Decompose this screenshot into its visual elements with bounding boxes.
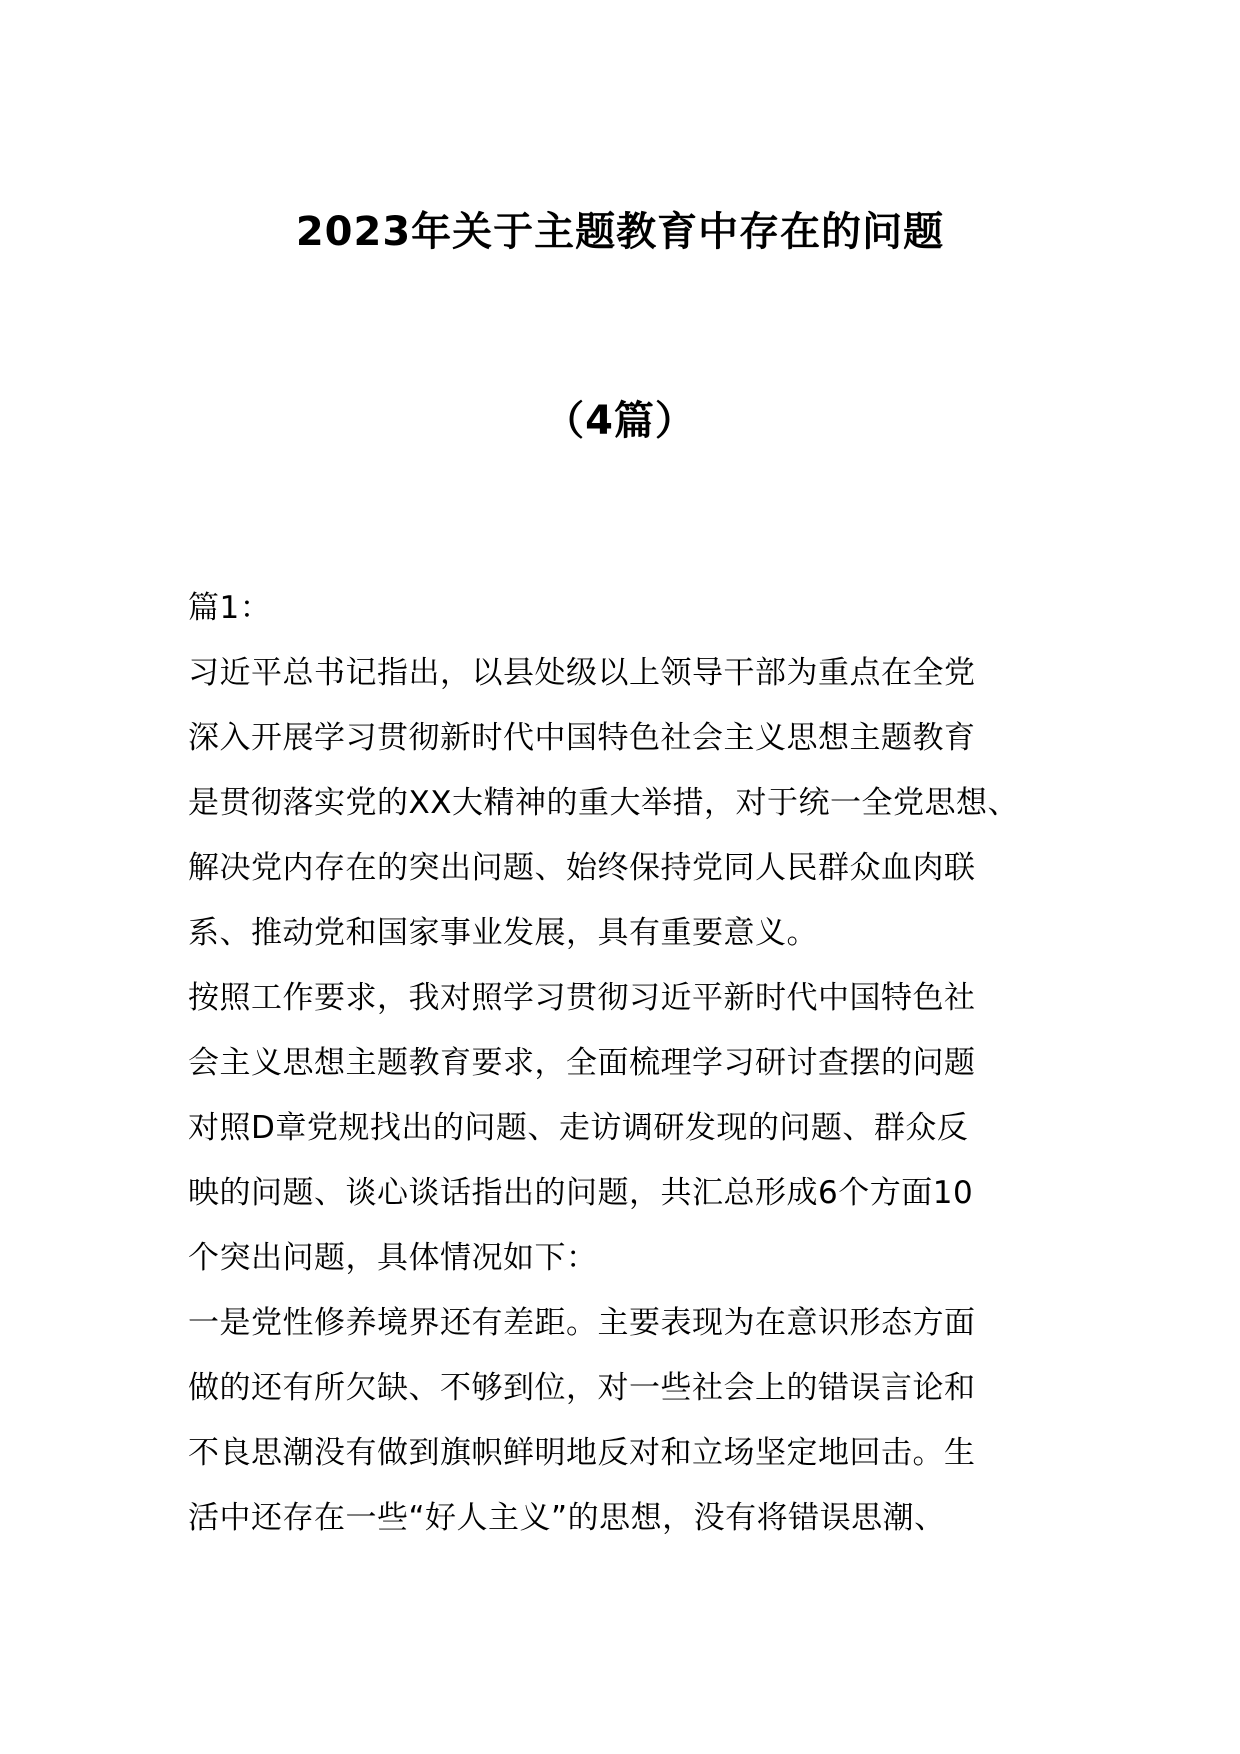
text-line: 习近平总书记指出，以县处级以上领导干部为重点在全党 bbox=[188, 655, 976, 691]
text-line: 一是党性修养境界还有差距。主要表现为在意识形态方面 bbox=[188, 1305, 976, 1341]
text-line: 深入开展学习贯彻新时代中国特色社会主义思想主题教育 bbox=[188, 720, 976, 756]
text-line: 系、推动党和国家事业发展，具有重要意义。 bbox=[188, 915, 818, 951]
text-line: 个突出问题，具体情况如下： bbox=[188, 1240, 598, 1276]
text-line: 不良思潮没有做到旗帜鲜明地反对和立场坚定地回击。生 bbox=[188, 1435, 976, 1471]
text-line: 解决党内存在的突出问题、始终保持党同人民群众血肉联 bbox=[188, 850, 976, 886]
text-line: 对照D章党规找出的问题、走访调研发现的问题、群众反 bbox=[188, 1110, 969, 1146]
document-body bbox=[188, 576, 1068, 1551]
text-line: 做的还有所欠缺、不够到位，对一些社会上的错误言论和 bbox=[188, 1370, 976, 1406]
text-line: 映的问题、谈心谈话指出的问题，共汇总形成6个方面10 bbox=[188, 1175, 974, 1211]
document-title: 2023年关于主题教育中存在的问题 bbox=[295, 209, 945, 255]
text-line: 活中还存在一些“好人主义”的思想，没有将错误思潮、 bbox=[188, 1500, 946, 1536]
text-line: 按照工作要求，我对照学习贯彻习近平新时代中国特色社 bbox=[188, 980, 976, 1016]
text-line: 是贯彻落实党的XX大精神的重大举措，对于统一全党思想、 bbox=[188, 785, 1019, 821]
text-line: 会主义思想主题教育要求，全面梳理学习研讨查摆的问题 bbox=[188, 1045, 976, 1081]
section-heading: 篇1： bbox=[188, 590, 272, 626]
document-subtitle: （4篇） bbox=[544, 398, 696, 444]
